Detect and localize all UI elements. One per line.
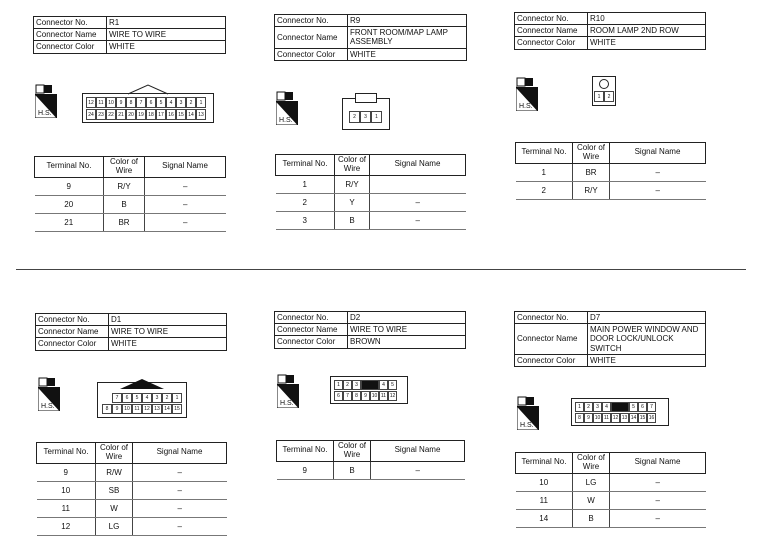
connector-pin: 9 [116,97,126,108]
hs-label: H.S. [41,403,55,410]
color-of-wire-header: Color of Wire [104,157,145,178]
connector-pin: 12 [389,393,396,399]
signal-name-cell: – [133,481,227,499]
wire-color-cell: SB [96,481,133,499]
connector-pin: 15 [172,404,182,414]
table-row [37,481,227,499]
connector-d1-latch [98,377,186,389]
signal-name-cell: – [145,177,226,195]
connector-color-label: Connector Color [515,354,588,366]
table-row [35,195,226,213]
connector-color-label: Connector Color [275,48,348,60]
connector-pin: 8 [102,404,112,414]
color-of-wire-header: Color of Wire [573,453,610,474]
terminal-no-cell: 12 [37,517,96,535]
signal-name-header: Signal Name [610,143,706,164]
hs-harness-side-icon [517,396,539,430]
terminal-no-cell: 9 [37,463,96,481]
connector-color-value: WHITE [588,354,706,366]
table-row [516,473,706,491]
connector-d7-panel [514,311,706,367]
signal-name-cell: – [610,509,706,527]
hs-label: H.S. [280,400,294,407]
connector-no-label: Connector No. [515,312,588,324]
signal-name-cell: – [610,163,706,181]
hs-label: H.S. [519,103,533,110]
connector-pin: 9 [112,404,122,414]
connector-no-label: Connector No. [275,15,348,27]
connector-d2-panel [274,311,466,349]
section-divider [16,269,746,270]
connector-r1-signal-table [34,156,226,232]
wire-color-cell: B [334,461,371,479]
terminal-no-cell: 11 [37,499,96,517]
connector-pin: 5 [156,97,166,108]
connector-pin: 22 [106,109,116,120]
color-of-wire-header: Color of Wire [96,443,133,464]
connector-r1-panel [33,16,226,54]
terminal-no-header: Terminal No. [37,443,96,464]
terminal-no-cell: 1 [276,175,335,193]
hs-harness-side-icon [38,377,60,411]
signal-name-header: Signal Name [145,157,226,178]
connector-pin: 1 [334,380,343,390]
connector-name-label: Connector Name [36,326,109,338]
connector-pin: 10 [594,415,601,421]
color-of-wire-header: Color of Wire [573,143,610,164]
connector-no-label: Connector No. [36,314,109,326]
connector-color-value: BROWN [348,336,466,348]
signal-name-cell: – [133,463,227,481]
wire-color-cell: R/Y [104,177,145,195]
wire-color-cell: BR [573,163,610,181]
connector-r1-face [82,93,214,123]
table-row [516,509,706,527]
connector-pin: 9 [361,391,370,401]
connector-color-value: WHITE [109,338,227,350]
table-row [516,491,706,509]
signal-name-cell: – [610,181,706,199]
connector-name-label: Connector Name [515,324,588,355]
hs-harness-side-icon [516,77,538,111]
connector-pin: 5 [388,380,397,390]
table-row [277,461,465,479]
connector-no-label: Connector No. [275,312,348,324]
signal-name-cell: – [133,499,227,517]
connector-pin: 3 [360,111,371,123]
connector-color-value: WHITE [348,48,467,60]
connector-pin: 4 [379,380,388,390]
connector-no-value: R9 [348,15,467,27]
connector-pin: 7 [647,402,656,412]
signal-name-header: Signal Name [133,443,227,464]
connector-pin: 8 [126,97,136,108]
connector-pin: 9 [584,413,593,423]
connector-d1-panel [35,313,227,351]
connector-pin: 13 [196,109,206,120]
connector-pin: 14 [630,415,637,421]
connector-no-value: R1 [107,17,226,29]
signal-name-header: Signal Name [370,155,466,176]
signal-name-cell: – [133,517,227,535]
table-row [276,211,466,229]
connector-color-label: Connector Color [275,336,348,348]
hs-label: H.S. [38,110,52,117]
table-row [276,175,466,193]
connector-pin: 1 [172,393,182,403]
terminal-no-header: Terminal No. [276,155,335,176]
signal-name-cell: – [145,213,226,231]
signal-name-cell: – [371,461,465,479]
connector-pin: 7 [112,393,122,403]
connector-pin: 7 [136,97,146,108]
wire-color-cell: R/Y [335,175,370,193]
connector-pin: 1 [371,111,382,123]
terminal-no-header: Terminal No. [516,143,573,164]
connector-no-value: D1 [109,314,227,326]
signal-name-cell [370,175,466,193]
connector-pin: 6 [638,402,647,412]
terminal-no-cell: 14 [516,509,573,527]
terminal-no-cell: 2 [276,193,335,211]
connector-pin: 4 [142,393,152,403]
connector-color-value: WHITE [588,37,706,49]
terminal-no-cell: 10 [516,473,573,491]
connector-pin: 8 [352,391,361,401]
connector-r10-signal-table [515,142,706,200]
connector-color-value: WHITE [107,41,226,53]
wire-color-cell: Y [335,193,370,211]
connector-name-value: ROOM LAMP 2ND ROW [588,25,706,37]
connector-pin: 3 [593,402,602,412]
wire-color-cell: B [573,509,610,527]
wire-color-cell: R/W [96,463,133,481]
connector-pin: 15 [176,109,186,120]
connector-pin: 7 [343,391,352,401]
connector-pin: 8 [575,413,584,423]
connector-pin: 16 [166,109,176,120]
wire-color-cell: W [573,491,610,509]
connector-color-label: Connector Color [34,41,107,53]
connector-no-label: Connector No. [34,17,107,29]
connector-r9-info [274,14,467,61]
signal-name-cell: – [610,473,706,491]
connector-pin: 2 [604,91,614,102]
connector-pin: 1 [575,402,584,412]
connector-pin: 12 [142,404,152,414]
terminal-no-cell: 20 [35,195,104,213]
connector-name-label: Connector Name [275,27,348,48]
connector-pin: 5 [629,402,638,412]
connector-pin: 15 [639,415,646,421]
connector-pin: 3 [352,380,361,390]
connector-name-label: Connector Name [275,324,348,336]
connector-name-value: WIRE TO WIRE [109,326,227,338]
connector-pin: 5 [132,393,142,403]
table-row [516,181,706,199]
connector-pin: 2 [186,97,196,108]
connector-no-value: R10 [588,13,706,25]
connector-pin: 21 [116,109,126,120]
connector-r10-panel [514,12,706,50]
connector-pin: 11 [132,404,142,414]
connector-color-label: Connector Color [36,338,109,350]
connector-d2-signal-table [276,440,465,480]
hs-harness-side-icon [277,374,299,408]
connector-d7-face [571,398,669,426]
connector-pin: 4 [166,97,176,108]
connector-pin: 24 [86,109,96,120]
connector-pin: 3 [176,97,186,108]
terminal-no-cell: 21 [35,213,104,231]
wire-color-cell: B [335,211,370,229]
connector-name-value: FRONT ROOM/MAP LAMP ASSEMBLY [348,27,467,48]
connector-key-block [361,380,379,390]
wire-color-cell: LG [573,473,610,491]
connector-pin: 6 [334,391,343,401]
connector-pin: 4 [602,402,611,412]
connector-color-label: Connector Color [515,37,588,49]
terminal-no-header: Terminal No. [516,453,573,474]
connector-pin: 6 [146,97,156,108]
terminal-no-header: Terminal No. [35,157,104,178]
wire-color-cell: BR [104,213,145,231]
connector-r10-info [514,12,706,50]
connector-pin: 2 [584,402,593,412]
connector-pin: 12 [86,97,96,108]
wire-color-cell: W [96,499,133,517]
connector-name-label: Connector Name [34,29,107,41]
table-row [37,463,227,481]
signal-name-cell: – [610,491,706,509]
table-row [35,213,226,231]
connector-no-value: D7 [588,312,706,324]
terminal-no-cell: 9 [277,461,334,479]
terminal-no-cell: 2 [516,181,573,199]
terminal-no-cell: 11 [516,491,573,509]
connector-pin: 2 [162,393,172,403]
connector-d7-info [514,311,706,367]
connector-r1-latch [83,84,213,98]
connector-pin: 3 [152,393,162,403]
hs-harness-side-icon [35,84,57,118]
connector-r9-face [342,98,390,130]
terminal-no-cell: 3 [276,211,335,229]
connector-pin: 23 [96,109,106,120]
connector-no-label: Connector No. [515,13,588,25]
signal-name-header: Signal Name [610,453,706,474]
connector-d1-face [97,382,187,418]
connector-d1-info [35,313,227,351]
connector-pin: 1 [196,97,206,108]
connector-pin: 13 [152,404,162,414]
connector-pin: 16 [648,415,655,421]
wire-color-cell: B [104,195,145,213]
connector-d2-info [274,311,466,349]
connector-name-value: WIRE TO WIRE [107,29,226,41]
signal-name-cell: – [370,211,466,229]
connector-pin: 11 [380,393,387,399]
connector-pin: 1 [594,91,604,102]
connector-pin: 14 [162,404,172,414]
signal-name-cell: – [145,195,226,213]
connector-d2-face [330,376,408,404]
connector-key-block [611,402,629,412]
connector-r9-panel [274,14,467,61]
connector-pin: 6 [122,393,132,403]
connector-pin: 2 [349,111,360,123]
hs-label: H.S. [520,422,534,429]
connector-no-value: D2 [348,312,466,324]
connector-pin: 17 [156,109,166,120]
terminal-no-header: Terminal No. [277,441,334,462]
connector-pin: 14 [186,109,196,120]
connector-name-label: Connector Name [515,25,588,37]
connector-pin: 10 [106,97,116,108]
connector-pin: 2 [343,380,352,390]
connector-d1-signal-table [36,442,227,536]
wire-color-cell: R/Y [573,181,610,199]
table-row [276,193,466,211]
table-row [516,163,706,181]
connector-r10-face [592,76,616,106]
table-row [35,177,226,195]
wire-color-cell: LG [96,517,133,535]
terminal-no-cell: 10 [37,481,96,499]
color-of-wire-header: Color of Wire [335,155,370,176]
hs-harness-side-icon [276,91,298,125]
connector-pin: 11 [603,415,610,421]
terminal-no-cell: 9 [35,177,104,195]
color-of-wire-header: Color of Wire [334,441,371,462]
connector-pin: 19 [136,109,146,120]
connector-r9-signal-table [275,154,466,230]
connector-pin: 10 [122,404,132,414]
connector-pin: 18 [146,109,156,120]
connector-pin: 12 [612,415,619,421]
connector-pin: 20 [126,109,136,120]
connector-name-value: WIRE TO WIRE [348,324,466,336]
signal-name-cell: – [370,193,466,211]
hs-label: H.S. [279,117,293,124]
signal-name-header: Signal Name [371,441,465,462]
terminal-no-cell: 1 [516,163,573,181]
connector-r1-info [33,16,226,54]
table-row [37,499,227,517]
connector-r9-latch [355,93,377,103]
connector-r10-latch [599,79,609,89]
connector-d7-signal-table [515,452,706,528]
table-row [37,517,227,535]
connector-pin: 11 [96,97,106,108]
connector-pin: 10 [371,393,378,399]
connector-name-value: MAIN POWER WINDOW AND DOOR LOCK/UNLOCK SWITCH [588,324,706,355]
connector-pin: 13 [621,415,628,421]
